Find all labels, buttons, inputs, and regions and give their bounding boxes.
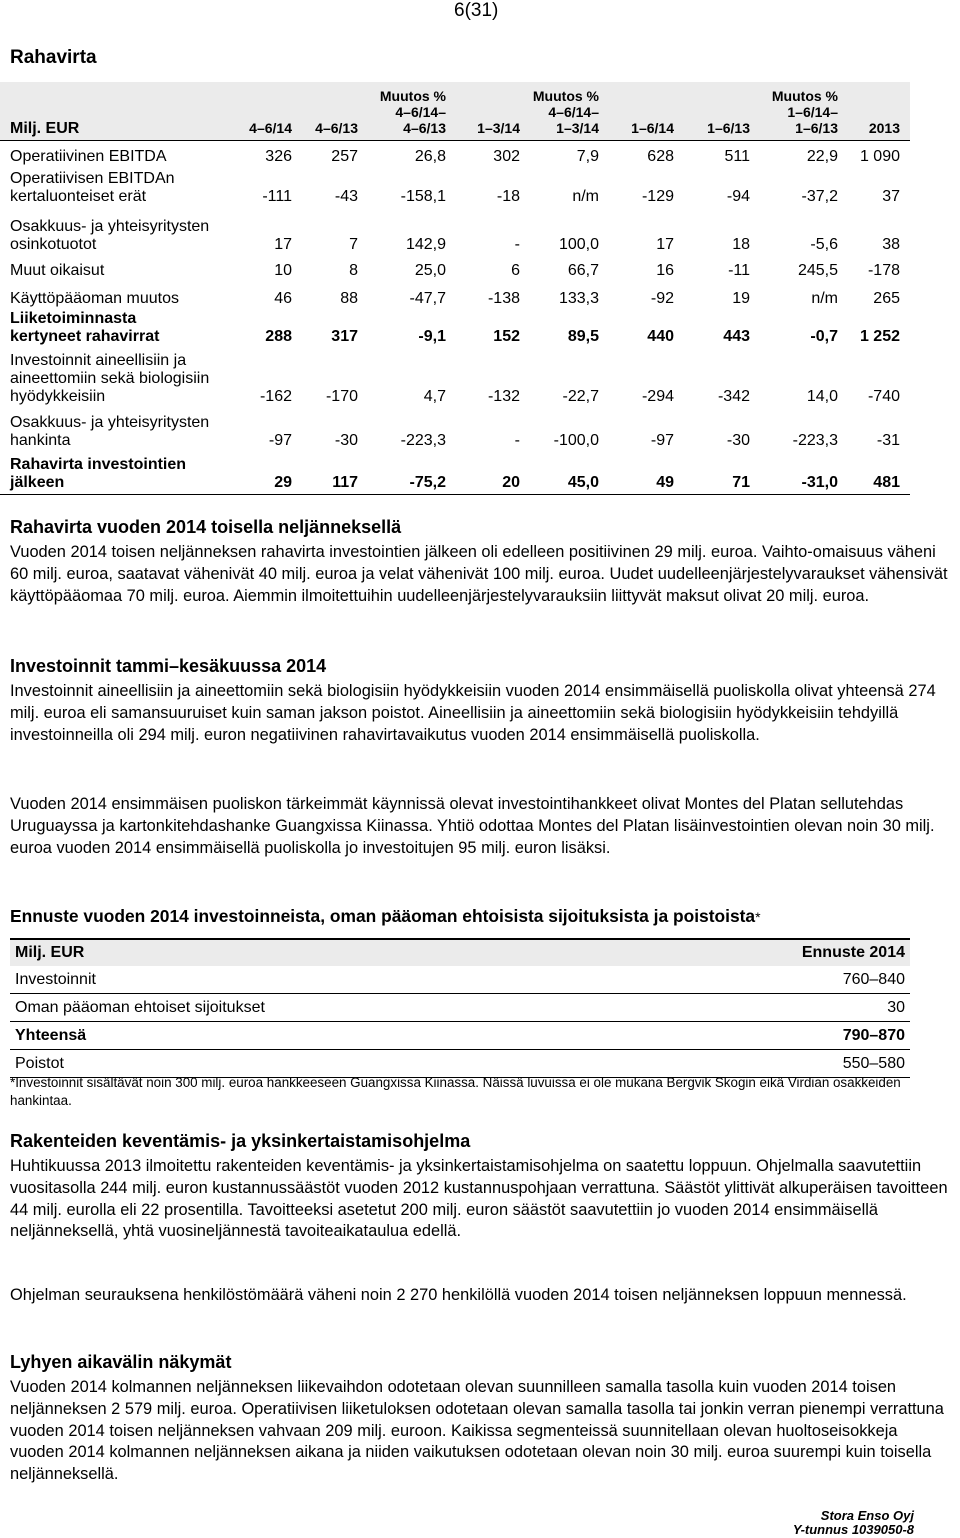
cell-value: 17 bbox=[274, 236, 292, 253]
table-row bbox=[0, 290, 910, 308]
cell-value: -5,6 bbox=[810, 236, 838, 253]
footer-company: Stora Enso Oyj bbox=[820, 1508, 914, 1523]
cell-value: -31 bbox=[876, 432, 900, 449]
cell-value: -30 bbox=[726, 432, 750, 449]
heading-restructuring: Rakenteiden keventämis- ja yksinkertaistamisohjelma bbox=[10, 1131, 471, 1151]
paragraph-investments-2: Vuoden 2014 ensimmäisen puoliskon tärkeimmät käynnissä olevat investointihankkeet olivat Montes del Platan sellutehdas Uruguayssa ja kartonkitehdashanke Guangxissa Kiinassa. Yhtiö odottaa Montes del Platan lisäinvestointien olevan noin 30 milj. euroa vuoden 2014 ensimmäisellä puoliskolla jo investoitujen 95 milj. euron lisäksi. bbox=[10, 795, 935, 857]
cell-value: 142,9 bbox=[405, 236, 446, 253]
row-label bbox=[10, 148, 167, 166]
cell-value: 133,3 bbox=[558, 290, 599, 307]
column-header-6-line3: 1–6/14 bbox=[631, 120, 674, 136]
cell-value: 628 bbox=[647, 148, 674, 165]
cell-value: 45,0 bbox=[567, 474, 599, 491]
heading-cashflow-q2: Rahavirta vuoden 2014 toisella neljänneksellä bbox=[10, 517, 402, 537]
paragraph-outlook: Vuoden 2014 kolmannen neljänneksen liikevaihdon odotetaan olevan suunnilleen samalla tasolla kuin vuoden 2014 toisen neljänneksen 2 579 milj. euroa. Operatiivisen liiketuloksen odotetaan olevan samalla tasolla tai jonkin verran pienempi verrattuna vuoden 2014 toisen neljänneksen vahvaan 209 milj. euroon. Kaikissa segmenteissä suunnitellaan olevan huoltoseisokkeja vuoden 2014 kolmannen neljänneksen aikana ja niiden vaikutuksen odotetaan olevan noin 30 milj. euroa suurempi kuin toisella neljänneksellä. bbox=[10, 1378, 944, 1484]
cell-value: 326 bbox=[265, 148, 292, 165]
cell-value: 46 bbox=[274, 290, 292, 307]
column-header-9-line3: 2013 bbox=[868, 120, 900, 136]
cell-value: -111 bbox=[262, 188, 292, 205]
cell-value: 443 bbox=[723, 328, 750, 345]
cell-value: 257 bbox=[331, 148, 358, 165]
cell-value: -740 bbox=[867, 388, 900, 405]
cell-value: 49 bbox=[656, 474, 674, 491]
heading-outlook: Lyhyen aikavälin näkymät bbox=[10, 1352, 232, 1372]
cell-value: 7 bbox=[349, 236, 358, 253]
row-label-line: osinkotuotot bbox=[10, 236, 97, 253]
row-label bbox=[10, 218, 209, 254]
column-header-8-line3: 1–6/13 bbox=[795, 120, 838, 136]
cell-value: -47,7 bbox=[409, 290, 446, 307]
forecast-footnote: *Investoinnit sisältävät noin 300 milj. euroa hankkeeseen Guangxissa Kiinassa. Näissä luvuissa ei ole mukana Bergvik Skogin eikä Virdian osakkeiden hankintaa. bbox=[10, 1075, 901, 1108]
forecast-header-value: Ennuste 2014 bbox=[801, 944, 905, 961]
row-label-line: Osakkuus- ja yhteisyritysten bbox=[10, 218, 210, 235]
forecast-row bbox=[10, 1022, 910, 1050]
column-header-3-line2: 4–6/14– bbox=[395, 104, 446, 120]
row-label-line: Operatiivinen EBITDA bbox=[10, 148, 167, 165]
cell-value: 88 bbox=[340, 290, 358, 307]
column-header-5-line1: Muutos % bbox=[532, 88, 599, 104]
cell-value: -132 bbox=[487, 388, 520, 405]
cell-value: -170 bbox=[325, 388, 358, 405]
cell-value: -223,3 bbox=[400, 432, 446, 449]
cell-value: -97 bbox=[268, 432, 292, 449]
cell-value: -138 bbox=[487, 290, 520, 307]
cell-value: 89,5 bbox=[567, 328, 599, 345]
cell-value: -31,0 bbox=[801, 474, 838, 491]
cell-value: -223,3 bbox=[792, 432, 838, 449]
forecast-row-label: Oman pääoman ehtoiset sijoitukset bbox=[15, 999, 265, 1016]
table-row bbox=[0, 218, 910, 254]
cell-value: 302 bbox=[493, 148, 520, 165]
table-row bbox=[0, 148, 910, 166]
column-header-2-line3: 4–6/13 bbox=[315, 120, 358, 136]
cell-value: n/m bbox=[811, 290, 838, 307]
heading-forecast-text: Ennuste vuoden 2014 investoinneista, oman pääoman ehtoisista sijoituksista ja poistoista bbox=[10, 906, 756, 926]
table-row bbox=[0, 262, 910, 280]
cell-value: 14,0 bbox=[806, 388, 838, 405]
header-divider bbox=[0, 140, 910, 141]
cell-value: 317 bbox=[331, 328, 358, 345]
heading-forecast bbox=[10, 906, 761, 927]
paragraph-cashflow-q2: Vuoden 2014 toisen neljänneksen rahavirta investointien jälkeen oli edelleen positiivinen 29 milj. euroa. Vaihto-omaisuus väheni 60 milj. euroa, saatavat vähenivät 40 milj. euroa ja velat vähenivät 100 milj. euroa. Uudet uudelleenjärjestelyvaraukset vähensivät käyttöpääomaa 70 milj. euroa. Aiemmin ilmoitettuihin uudelleenjärjestelyvarauksiin liittyvät maksut olivat 20 milj. euroa. bbox=[10, 543, 948, 605]
row-label-line: Muut oikaisut bbox=[10, 262, 105, 279]
cell-value: 66,7 bbox=[567, 262, 599, 279]
cell-value: 25,0 bbox=[414, 262, 446, 279]
cell-value: -22,7 bbox=[562, 388, 599, 405]
column-header-4-line3: 1–3/14 bbox=[477, 120, 520, 136]
row-label-line: aineettomiin sekä biologisiin bbox=[10, 370, 210, 387]
row-label bbox=[10, 262, 104, 280]
cell-value: -0,7 bbox=[810, 328, 838, 345]
row-label-line: jälkeen bbox=[10, 474, 65, 491]
row-label-line: kertaluonteiset erät bbox=[10, 188, 147, 205]
forecast-header bbox=[10, 938, 910, 966]
section-title-cashflow: Rahavirta bbox=[10, 47, 97, 68]
cell-value: 10 bbox=[274, 262, 292, 279]
cell-value: 440 bbox=[647, 328, 674, 345]
heading-investments: Investoinnit tammi–kesäkuussa 2014 bbox=[10, 656, 327, 676]
cell-value: 8 bbox=[349, 262, 358, 279]
cell-value: -178 bbox=[867, 262, 900, 279]
cell-value: -92 bbox=[650, 290, 674, 307]
paragraph-restructuring-1: Huhtikuussa 2013 ilmoitettu rakenteiden keventämis- ja yksinkertaistamisohjelma on saatettu loppuun. Ohjelmalla saavutettiin vuositasolla 244 milj. euron kustannussäästöt vuoden 2012 kustannuspohjaan verrattuna. Säästöt ylittivät alkuperäisen tavoitteen 44 milj. eurolla eli 22 prosentilla. Tavoitteeksi asetetut 200 milj. euron säästöt saavutettiin jo vuoden 2014 ensimmäisellä neljänneksellä, yhtä vuosineljännestä tavoiteaikataulua edellä. bbox=[10, 1157, 948, 1241]
table-row bbox=[0, 352, 910, 406]
cell-value: 29 bbox=[274, 474, 292, 491]
cell-value: 288 bbox=[265, 328, 292, 345]
cell-value: 245,5 bbox=[797, 262, 838, 279]
cell-value: -37,2 bbox=[801, 188, 838, 205]
table-row bbox=[0, 456, 910, 492]
cell-value: 117 bbox=[332, 474, 358, 491]
cell-value: -9,1 bbox=[418, 328, 446, 345]
row-label-line: hankinta bbox=[10, 432, 71, 449]
cell-value: -162 bbox=[259, 388, 292, 405]
table-bottom-divider bbox=[0, 494, 910, 495]
cell-value: -75,2 bbox=[409, 474, 446, 491]
footer-business-id: Y-tunnus 1039050-8 bbox=[792, 1522, 914, 1537]
row-label-line: kertyneet rahavirrat bbox=[10, 328, 160, 345]
cell-value: 1 090 bbox=[859, 148, 900, 165]
row-label-line: Liiketoiminnasta bbox=[10, 310, 137, 327]
row-label bbox=[10, 414, 209, 450]
cell-value: -11 bbox=[728, 262, 750, 279]
forecast-row-value: 550–580 bbox=[842, 1055, 905, 1072]
cell-value: 20 bbox=[502, 474, 520, 491]
row-label bbox=[10, 310, 159, 346]
row-label-line: Rahavirta investointien bbox=[10, 456, 187, 473]
cell-value: - bbox=[514, 432, 520, 449]
cell-value: 481 bbox=[873, 474, 900, 491]
cell-value: -18 bbox=[496, 188, 520, 205]
cell-value: 26,8 bbox=[414, 148, 446, 165]
paragraph-investments-1: Investoinnit aineellisiin ja aineettomiin sekä biologisiin hyödykkeisiin vuoden 2014 ensimmäisellä puoliskolla olivat yhteensä 274 milj. euroa eli samansuuruiset kuin saman jakson poistot. Aineellisiin ja aineettomiin sekä biologisiin hyödykkeisiin tehdyillä investoinneilla oli 294 milj. euron negatiivinen rahavirtavaikutus vuoden 2014 ensimmäisellä puoliskolla. bbox=[10, 682, 936, 744]
row-label-line: Osakkuus- ja yhteisyritysten bbox=[10, 414, 210, 431]
forecast-row-label: Investoinnit bbox=[15, 971, 96, 988]
row-label bbox=[10, 290, 179, 308]
cell-value: - bbox=[514, 236, 520, 253]
column-header-5-line2: 4–6/14– bbox=[548, 104, 599, 120]
cell-value: 152 bbox=[493, 328, 520, 345]
forecast-unit: Milj. EUR bbox=[15, 944, 85, 961]
cell-value: 17 bbox=[656, 236, 674, 253]
cell-value: 1 252 bbox=[859, 328, 900, 345]
cell-value: n/m bbox=[572, 188, 599, 205]
forecast-row-value: 790–870 bbox=[842, 1027, 905, 1044]
column-header-1-line3: 4–6/14 bbox=[249, 120, 292, 136]
cell-value: 19 bbox=[732, 290, 750, 307]
cell-value: 38 bbox=[882, 236, 900, 253]
cell-value: 16 bbox=[656, 262, 674, 279]
cell-value: 37 bbox=[882, 188, 900, 205]
cell-value: 511 bbox=[724, 148, 750, 165]
row-label bbox=[10, 352, 209, 406]
row-label-line: Operatiivisen EBITDAn bbox=[10, 170, 175, 187]
forecast-row-value: 30 bbox=[887, 999, 905, 1016]
cell-value: -158,1 bbox=[400, 188, 446, 205]
forecast-row bbox=[10, 994, 910, 1022]
column-header-3-line1: Muutos % bbox=[379, 88, 446, 104]
row-label bbox=[10, 456, 186, 492]
cell-value: -294 bbox=[641, 388, 674, 405]
cell-value: -100,0 bbox=[553, 432, 599, 449]
row-label-line: Käyttöpääoman muutos bbox=[10, 290, 179, 307]
column-header-3-line3: 4–6/13 bbox=[403, 120, 446, 136]
cell-value: 7,9 bbox=[576, 148, 599, 165]
cell-value: 4,7 bbox=[423, 388, 446, 405]
cell-value: -43 bbox=[334, 188, 358, 205]
forecast-row-value: 760–840 bbox=[842, 971, 905, 988]
paragraph-restructuring-2: Ohjelman seurauksena henkilöstömäärä väheni noin 2 270 henkilöllä vuoden 2014 toisen neljänneksen loppuun mennessä. bbox=[10, 1286, 907, 1304]
cell-value: -30 bbox=[334, 432, 358, 449]
column-header-8-line2: 1–6/14– bbox=[787, 104, 838, 120]
row-label-line: Investoinnit aineellisiin ja bbox=[10, 352, 187, 369]
column-header-7-line3: 1–6/13 bbox=[707, 120, 750, 136]
forecast-row-label: Yhteensä bbox=[15, 1027, 87, 1044]
forecast-row-label: Poistot bbox=[15, 1055, 64, 1072]
cell-value: 265 bbox=[873, 290, 900, 307]
cashflow-unit: Milj. EUR bbox=[10, 120, 80, 137]
cell-value: 18 bbox=[732, 236, 750, 253]
cell-value: -97 bbox=[650, 432, 674, 449]
heading-forecast-asterisk: * bbox=[755, 909, 761, 925]
cell-value: 71 bbox=[732, 474, 750, 491]
row-label bbox=[10, 170, 175, 206]
forecast-row bbox=[10, 966, 910, 994]
row-label-line: hyödykkeisiin bbox=[10, 388, 106, 405]
table-row bbox=[0, 310, 910, 346]
column-header-5-line3: 1–3/14 bbox=[556, 120, 599, 136]
cell-value: -342 bbox=[717, 388, 750, 405]
cell-value: -94 bbox=[726, 188, 750, 205]
column-header-8-line1: Muutos % bbox=[771, 88, 838, 104]
cell-value: 22,9 bbox=[806, 148, 838, 165]
cell-value: -129 bbox=[641, 188, 674, 205]
cell-value: 100,0 bbox=[558, 236, 599, 253]
table-row bbox=[0, 414, 910, 450]
table-row bbox=[0, 170, 910, 206]
page-number: 6(31) bbox=[454, 0, 499, 21]
cell-value: 6 bbox=[511, 262, 520, 279]
